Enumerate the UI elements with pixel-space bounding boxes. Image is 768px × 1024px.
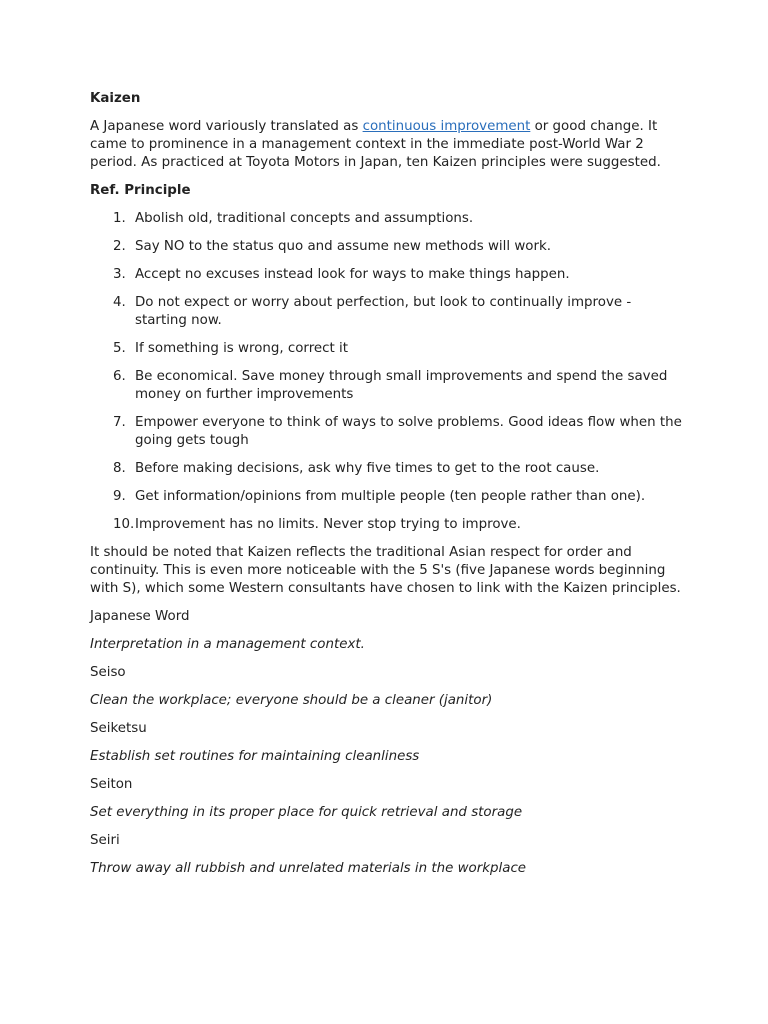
table-header-word: Japanese Word bbox=[90, 609, 190, 624]
list-item-text: Accept no excuses instead look for ways to make things happen. bbox=[135, 267, 570, 282]
document-page bbox=[90, 90, 686, 888]
list-item-number: 7. bbox=[113, 415, 126, 430]
list-item-text: Do not expect or worry about perfection, but look to continually improve - starting now. bbox=[135, 295, 632, 328]
table-header-meaning: Interpretation in a management context. bbox=[90, 637, 365, 652]
list-item bbox=[90, 516, 686, 534]
intro-paragraph bbox=[90, 118, 686, 172]
term-meaning: Establish set routines for maintaining cleanliness bbox=[90, 749, 420, 764]
term-word: Seiso bbox=[90, 665, 126, 680]
list-item-number: 3. bbox=[113, 267, 126, 282]
list-item bbox=[90, 488, 686, 506]
list-item-number: 4. bbox=[113, 295, 126, 310]
list-item-text: Improvement has no limits. Never stop trying to improve. bbox=[135, 517, 521, 532]
principles-heading: Ref. Principle bbox=[90, 183, 191, 198]
term-meaning: Set everything in its proper place for quick retrieval and storage bbox=[90, 805, 523, 820]
list-item-number: 9. bbox=[113, 489, 126, 504]
list-item bbox=[90, 210, 686, 228]
list-item bbox=[90, 238, 686, 256]
list-item bbox=[90, 266, 686, 284]
list-item bbox=[90, 460, 686, 478]
term-meaning: Throw away all rubbish and unrelated materials in the workplace bbox=[90, 861, 527, 876]
list-item-text: Empower everyone to think of ways to solve problems. Good ideas flow when the going gets tough bbox=[135, 415, 682, 448]
term-word: Seiton bbox=[90, 777, 133, 792]
list-item-text: Say NO to the status quo and assume new methods will work. bbox=[135, 239, 552, 254]
list-item bbox=[90, 414, 686, 450]
list-item-text: Before making decisions, ask why five times to get to the root cause. bbox=[135, 461, 600, 476]
list-item-number: 1. bbox=[113, 211, 126, 226]
list-item-number: 10. bbox=[113, 517, 135, 532]
list-item bbox=[90, 340, 686, 358]
closing-paragraph: It should be noted that Kaizen reflects the traditional Asian respect for order and continuity. This is even more noticeable with the 5 S's (five Japanese words beginning with S), which some Western consultants have chosen to link with the Kaizen principles. bbox=[90, 545, 681, 596]
list-item bbox=[90, 294, 686, 330]
intro-text-start: A Japanese word variously translated as bbox=[90, 119, 363, 134]
list-item-text: Get information/opinions from multiple people (ten people rather than one). bbox=[135, 489, 646, 504]
list-item bbox=[90, 368, 686, 404]
continuous-improvement-link[interactable]: continuous improvement bbox=[362, 119, 531, 134]
list-item-number: 6. bbox=[113, 369, 126, 384]
intro-text-end: or good change. It came to prominence in a management context in the immediate post-World War 2 period. As practiced at Toyota Motors in Japan, ten Kaizen principles were suggested. bbox=[90, 119, 661, 170]
list-item-number: 8. bbox=[113, 461, 126, 476]
term-meaning: Clean the workplace; everyone should be a cleaner (janitor) bbox=[90, 693, 493, 708]
term-word: Seiri bbox=[90, 833, 120, 848]
list-item-text: Be economical. Save money through small improvements and spend the saved money on further improvements bbox=[135, 369, 668, 402]
list-item-number: 5. bbox=[113, 341, 126, 356]
principles-list bbox=[90, 210, 686, 534]
document-title: Kaizen bbox=[90, 91, 141, 106]
list-item-text: If something is wrong, correct it bbox=[135, 341, 348, 356]
list-item-number: 2. bbox=[113, 239, 126, 254]
list-item-text: Abolish old, traditional concepts and assumptions. bbox=[135, 211, 474, 226]
term-word: Seiketsu bbox=[90, 721, 147, 736]
